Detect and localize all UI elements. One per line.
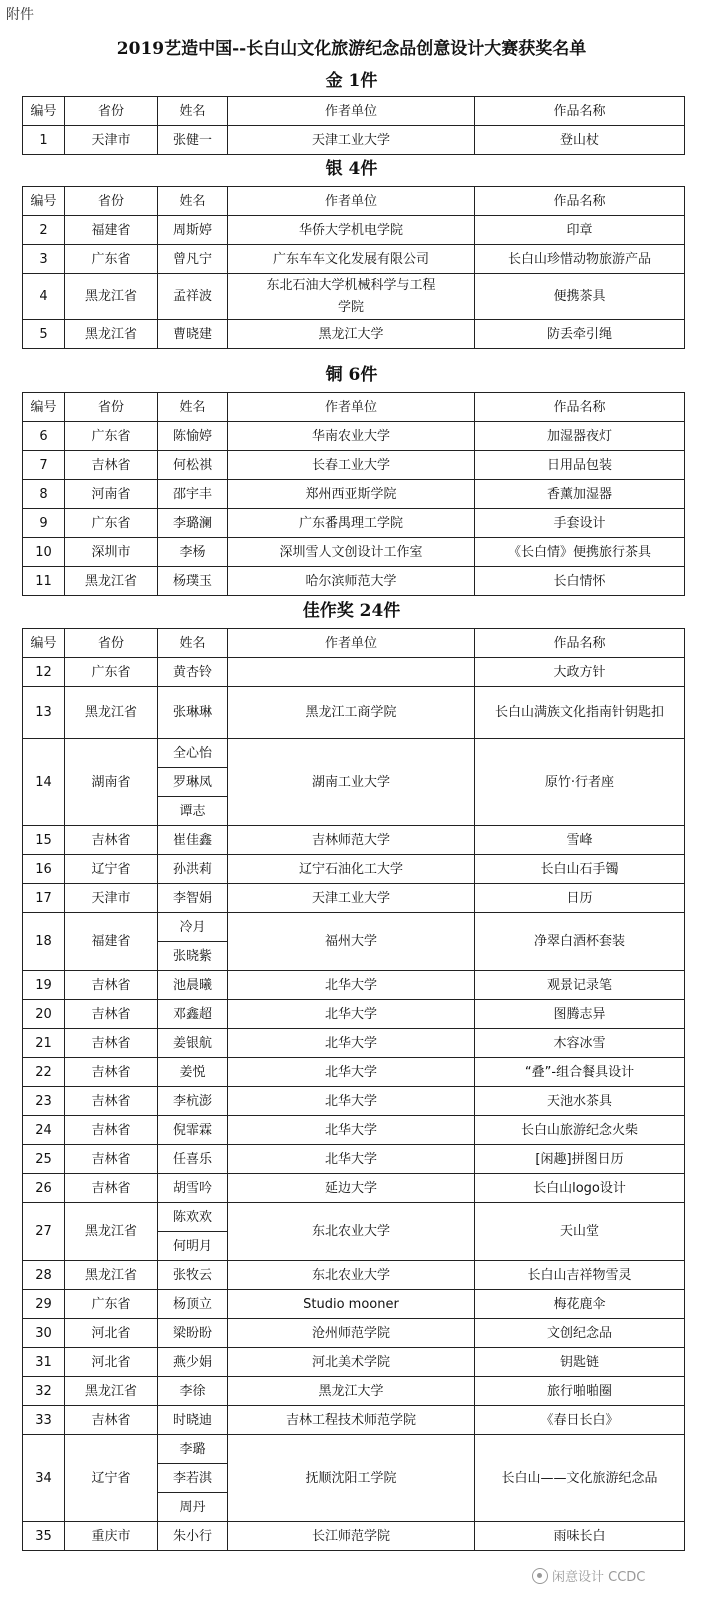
merit-table bbox=[22, 628, 685, 1551]
cell-no: 1 bbox=[23, 126, 65, 155]
header-cell: 省份 bbox=[65, 629, 158, 658]
gold-table bbox=[22, 96, 685, 155]
page-title: 2019艺造中国--长白山文化旅游纪念品创意设计大赛获奖名单 bbox=[116, 39, 587, 59]
cell-name: 池晨曦 bbox=[158, 971, 228, 1000]
cell-work: 长白山——文化旅游纪念品 bbox=[475, 1435, 685, 1522]
cell-work: 天山堂 bbox=[475, 1203, 685, 1261]
cell-work: [闲趣]拼图日历 bbox=[475, 1145, 685, 1174]
cell-name: 谭志 bbox=[158, 797, 228, 826]
cell-name: 邓鑫超 bbox=[158, 1000, 228, 1029]
cell-no: 21 bbox=[23, 1029, 65, 1058]
cell-no: 24 bbox=[23, 1116, 65, 1145]
cell-unit: 黑龙江工商学院 bbox=[228, 687, 475, 739]
header-cell: 姓名 bbox=[158, 393, 228, 422]
cell-work: 长白情怀 bbox=[475, 567, 685, 596]
cell-unit: 东北农业大学 bbox=[228, 1203, 475, 1261]
cell-work: 印章 bbox=[475, 216, 685, 245]
cell-province: 黑龙江省 bbox=[65, 1261, 158, 1290]
cell-unit: 天津工业大学 bbox=[228, 884, 475, 913]
cell-work: 《春日长白》 bbox=[475, 1406, 685, 1435]
cell-work: 防丢牵引绳 bbox=[475, 320, 685, 349]
cell-no: 30 bbox=[23, 1319, 65, 1348]
header-cell: 姓名 bbox=[158, 187, 228, 216]
table-row bbox=[23, 451, 685, 480]
cell-name: 姜悦 bbox=[158, 1058, 228, 1087]
cell-name: 张牧云 bbox=[158, 1261, 228, 1290]
table-row bbox=[23, 826, 685, 855]
cell-no: 2 bbox=[23, 216, 65, 245]
cell-no: 15 bbox=[23, 826, 65, 855]
cell-unit: 哈尔滨师范大学 bbox=[228, 567, 475, 596]
cell-no: 10 bbox=[23, 538, 65, 567]
header-cell: 姓名 bbox=[158, 97, 228, 126]
cell-unit: 北华大学 bbox=[228, 971, 475, 1000]
cell-name: 李徐 bbox=[158, 1377, 228, 1406]
cell-work: 图腾志异 bbox=[475, 1000, 685, 1029]
cell-no: 34 bbox=[23, 1435, 65, 1522]
cell-no: 31 bbox=[23, 1348, 65, 1377]
table-row bbox=[23, 1058, 685, 1087]
cell-province: 吉林省 bbox=[65, 1058, 158, 1087]
cell-no: 17 bbox=[23, 884, 65, 913]
table-row bbox=[23, 1000, 685, 1029]
header-cell: 作品名称 bbox=[475, 393, 685, 422]
cell-no: 5 bbox=[23, 320, 65, 349]
header-cell: 作者单位 bbox=[228, 97, 475, 126]
cell-work: 加湿器夜灯 bbox=[475, 422, 685, 451]
cell-province: 吉林省 bbox=[65, 826, 158, 855]
header-cell: 姓名 bbox=[158, 629, 228, 658]
cell-name: 李杭澎 bbox=[158, 1087, 228, 1116]
header-cell: 编号 bbox=[23, 187, 65, 216]
cell-unit: 广东番禺理工学院 bbox=[228, 509, 475, 538]
table-row bbox=[23, 687, 685, 739]
cell-unit: 湖南工业大学 bbox=[228, 739, 475, 826]
cell-unit: 抚顺沈阳工学院 bbox=[228, 1435, 475, 1522]
cell-unit: 广东车车文化发展有限公司 bbox=[228, 245, 475, 274]
cell-unit: 北华大学 bbox=[228, 1058, 475, 1087]
cell-no: 29 bbox=[23, 1290, 65, 1319]
table-row bbox=[23, 216, 685, 245]
table-row bbox=[23, 739, 685, 768]
cell-province: 黑龙江省 bbox=[65, 1377, 158, 1406]
cell-name: 孟祥波 bbox=[158, 274, 228, 320]
cell-province: 黑龙江省 bbox=[65, 320, 158, 349]
table-header-row bbox=[23, 629, 685, 658]
cell-no: 11 bbox=[23, 567, 65, 596]
cell-unit: 北华大学 bbox=[228, 1000, 475, 1029]
table-row bbox=[23, 1348, 685, 1377]
cell-work: 长白山旅游纪念火柴 bbox=[475, 1116, 685, 1145]
cell-province: 黑龙江省 bbox=[65, 274, 158, 320]
table-row bbox=[23, 509, 685, 538]
cell-unit: 河北美术学院 bbox=[228, 1348, 475, 1377]
cell-work: 日历 bbox=[475, 884, 685, 913]
cell-unit: 北华大学 bbox=[228, 1116, 475, 1145]
cell-province: 河南省 bbox=[65, 480, 158, 509]
cell-name: 时晓迪 bbox=[158, 1406, 228, 1435]
cell-name: 张晓紫 bbox=[158, 942, 228, 971]
section-gold-heading: 金 1件 bbox=[325, 71, 378, 91]
cell-province: 吉林省 bbox=[65, 1000, 158, 1029]
cell-name: 邵宇丰 bbox=[158, 480, 228, 509]
cell-name: 周丹 bbox=[158, 1493, 228, 1522]
cell-name: 姜银航 bbox=[158, 1029, 228, 1058]
table-row bbox=[23, 1145, 685, 1174]
cell-name: 何松祺 bbox=[158, 451, 228, 480]
table-row bbox=[23, 1406, 685, 1435]
cell-no: 6 bbox=[23, 422, 65, 451]
table-row bbox=[23, 1087, 685, 1116]
cell-province: 福建省 bbox=[65, 913, 158, 971]
cell-name: 李若淇 bbox=[158, 1464, 228, 1493]
cell-no: 25 bbox=[23, 1145, 65, 1174]
cell-no: 18 bbox=[23, 913, 65, 971]
cell-no: 33 bbox=[23, 1406, 65, 1435]
table-row bbox=[23, 913, 685, 942]
cell-province: 广东省 bbox=[65, 1290, 158, 1319]
table-row bbox=[23, 971, 685, 1000]
cell-name: 陈欢欢 bbox=[158, 1203, 228, 1232]
cell-work: 便携茶具 bbox=[475, 274, 685, 320]
cell-province: 湖南省 bbox=[65, 739, 158, 826]
cell-unit: 郑州西亚斯学院 bbox=[228, 480, 475, 509]
cell-no: 22 bbox=[23, 1058, 65, 1087]
cell-name: 朱小行 bbox=[158, 1522, 228, 1551]
cell-name: 曹晓建 bbox=[158, 320, 228, 349]
cell-name: 冷月 bbox=[158, 913, 228, 942]
cell-unit: 天津工业大学 bbox=[228, 126, 475, 155]
table-row bbox=[23, 274, 685, 320]
cell-no: 7 bbox=[23, 451, 65, 480]
cell-unit bbox=[228, 658, 475, 687]
cell-province: 天津市 bbox=[65, 884, 158, 913]
header-cell: 编号 bbox=[23, 629, 65, 658]
cell-province: 河北省 bbox=[65, 1348, 158, 1377]
cell-name: 胡雪吟 bbox=[158, 1174, 228, 1203]
cell-unit: 华南农业大学 bbox=[228, 422, 475, 451]
cell-unit: 辽宁石油化工大学 bbox=[228, 855, 475, 884]
cell-name: 李璐 bbox=[158, 1435, 228, 1464]
cell-unit: 沧州师范学院 bbox=[228, 1319, 475, 1348]
cell-province: 吉林省 bbox=[65, 971, 158, 1000]
table-row bbox=[23, 1116, 685, 1145]
cell-name: 曾凡宁 bbox=[158, 245, 228, 274]
cell-unit: 东北石油大学机械科学与工程学院 bbox=[228, 274, 475, 320]
watermark bbox=[532, 1566, 645, 1585]
cell-no: 26 bbox=[23, 1174, 65, 1203]
table-row bbox=[23, 422, 685, 451]
cell-unit: 吉林工程技术师范学院 bbox=[228, 1406, 475, 1435]
section-silver-heading: 银 4件 bbox=[325, 159, 378, 179]
cell-name: 李璐澜 bbox=[158, 509, 228, 538]
cell-no: 20 bbox=[23, 1000, 65, 1029]
header-cell: 省份 bbox=[65, 393, 158, 422]
cell-no: 14 bbox=[23, 739, 65, 826]
cell-no: 19 bbox=[23, 971, 65, 1000]
table-row bbox=[23, 567, 685, 596]
header-cell: 作品名称 bbox=[475, 97, 685, 126]
cell-no: 13 bbox=[23, 687, 65, 739]
table-row bbox=[23, 1261, 685, 1290]
cell-unit: 吉林师范大学 bbox=[228, 826, 475, 855]
section-merit-heading: 佳作奖 24件 bbox=[302, 601, 401, 621]
table-row bbox=[23, 1174, 685, 1203]
table-row bbox=[23, 538, 685, 567]
cell-province: 黑龙江省 bbox=[65, 567, 158, 596]
cell-province: 吉林省 bbox=[65, 1406, 158, 1435]
cell-work: 长白山珍惜动物旅游产品 bbox=[475, 245, 685, 274]
cell-unit: 黑龙江大学 bbox=[228, 1377, 475, 1406]
header-cell: 作品名称 bbox=[475, 629, 685, 658]
cell-name: 陈愉婷 bbox=[158, 422, 228, 451]
cell-work: 登山杖 bbox=[475, 126, 685, 155]
table-row bbox=[23, 1029, 685, 1058]
cell-work: 《长白情》便携旅行茶具 bbox=[475, 538, 685, 567]
cell-province: 吉林省 bbox=[65, 1145, 158, 1174]
cell-work: 观景记录笔 bbox=[475, 971, 685, 1000]
cell-province: 辽宁省 bbox=[65, 1435, 158, 1522]
cell-unit: 黑龙江大学 bbox=[228, 320, 475, 349]
table-row bbox=[23, 855, 685, 884]
cell-work: 净翠白酒杯套装 bbox=[475, 913, 685, 971]
cell-province: 吉林省 bbox=[65, 451, 158, 480]
cell-province: 吉林省 bbox=[65, 1174, 158, 1203]
cell-no: 28 bbox=[23, 1261, 65, 1290]
table-row bbox=[23, 245, 685, 274]
cell-name: 梁盼盼 bbox=[158, 1319, 228, 1348]
cell-name: 任喜乐 bbox=[158, 1145, 228, 1174]
cell-no: 27 bbox=[23, 1203, 65, 1261]
header-cell: 省份 bbox=[65, 187, 158, 216]
cell-name: 李智娟 bbox=[158, 884, 228, 913]
table-row bbox=[23, 1290, 685, 1319]
section-bronze-heading: 铜 6件 bbox=[325, 365, 378, 385]
header-cell: 作者单位 bbox=[228, 393, 475, 422]
table-row bbox=[23, 1377, 685, 1406]
cell-name: 杨顶立 bbox=[158, 1290, 228, 1319]
table-row bbox=[23, 1319, 685, 1348]
cell-unit: 北华大学 bbox=[228, 1087, 475, 1116]
cell-name: 张琳琳 bbox=[158, 687, 228, 739]
header-cell: 作品名称 bbox=[475, 187, 685, 216]
cell-unit: 深圳雪人文创设计工作室 bbox=[228, 538, 475, 567]
cell-no: 3 bbox=[23, 245, 65, 274]
header-cell: 编号 bbox=[23, 393, 65, 422]
cell-province: 黑龙江省 bbox=[65, 1203, 158, 1261]
wechat-logo-icon bbox=[532, 1568, 548, 1584]
cell-no: 4 bbox=[23, 274, 65, 320]
cell-unit: 延边大学 bbox=[228, 1174, 475, 1203]
cell-province: 广东省 bbox=[65, 509, 158, 538]
cell-work: 手套设计 bbox=[475, 509, 685, 538]
header-cell: 省份 bbox=[65, 97, 158, 126]
table-header-row bbox=[23, 97, 685, 126]
cell-work: 日用品包装 bbox=[475, 451, 685, 480]
cell-work: 木容冰雪 bbox=[475, 1029, 685, 1058]
cell-unit: 北华大学 bbox=[228, 1029, 475, 1058]
cell-no: 12 bbox=[23, 658, 65, 687]
cell-name: 何明月 bbox=[158, 1232, 228, 1261]
cell-province: 广东省 bbox=[65, 658, 158, 687]
cell-province: 吉林省 bbox=[65, 1029, 158, 1058]
cell-name: 孙洪莉 bbox=[158, 855, 228, 884]
cell-work: 香薰加湿器 bbox=[475, 480, 685, 509]
cell-no: 16 bbox=[23, 855, 65, 884]
silver-table bbox=[22, 186, 685, 349]
cell-unit: 长春工业大学 bbox=[228, 451, 475, 480]
cell-unit: 北华大学 bbox=[228, 1145, 475, 1174]
table-header-row bbox=[23, 187, 685, 216]
table-row bbox=[23, 884, 685, 913]
cell-province: 深圳市 bbox=[65, 538, 158, 567]
cell-name: 崔佳鑫 bbox=[158, 826, 228, 855]
table-row bbox=[23, 658, 685, 687]
cell-name: 周斯婷 bbox=[158, 216, 228, 245]
cell-work: 文创纪念品 bbox=[475, 1319, 685, 1348]
table-row bbox=[23, 320, 685, 349]
cell-unit: 福州大学 bbox=[228, 913, 475, 971]
cell-work: 大政方针 bbox=[475, 658, 685, 687]
table-row bbox=[23, 126, 685, 155]
cell-province: 天津市 bbox=[65, 126, 158, 155]
header-cell: 作者单位 bbox=[228, 629, 475, 658]
cell-work: 梅花鹿伞 bbox=[475, 1290, 685, 1319]
cell-province: 河北省 bbox=[65, 1319, 158, 1348]
cell-name: 燕少娟 bbox=[158, 1348, 228, 1377]
cell-work: 雨味长白 bbox=[475, 1522, 685, 1551]
cell-province: 吉林省 bbox=[65, 1087, 158, 1116]
cell-work: 长白山logo设计 bbox=[475, 1174, 685, 1203]
cell-province: 广东省 bbox=[65, 245, 158, 274]
table-header-row bbox=[23, 393, 685, 422]
cell-no: 8 bbox=[23, 480, 65, 509]
cell-work: “叠”-组合餐具设计 bbox=[475, 1058, 685, 1087]
bronze-table bbox=[22, 392, 685, 596]
cell-name: 黄杏铃 bbox=[158, 658, 228, 687]
cell-province: 福建省 bbox=[65, 216, 158, 245]
cell-work: 长白山吉祥物雪灵 bbox=[475, 1261, 685, 1290]
table-row bbox=[23, 1522, 685, 1551]
table-row bbox=[23, 1435, 685, 1464]
cell-no: 32 bbox=[23, 1377, 65, 1406]
header-cell: 作者单位 bbox=[228, 187, 475, 216]
cell-province: 吉林省 bbox=[65, 1116, 158, 1145]
cell-unit: 长江师范学院 bbox=[228, 1522, 475, 1551]
cell-no: 35 bbox=[23, 1522, 65, 1551]
cell-name: 倪霏霖 bbox=[158, 1116, 228, 1145]
cell-name: 全心怡 bbox=[158, 739, 228, 768]
header-cell: 编号 bbox=[23, 97, 65, 126]
cell-unit: Studio mooner bbox=[228, 1290, 475, 1319]
cell-unit: 华侨大学机电学院 bbox=[228, 216, 475, 245]
cell-work: 长白山石手镯 bbox=[475, 855, 685, 884]
cell-name: 罗琳凤 bbox=[158, 768, 228, 797]
cell-work: 雪峰 bbox=[475, 826, 685, 855]
cell-work: 旅行啪啪圈 bbox=[475, 1377, 685, 1406]
cell-no: 23 bbox=[23, 1087, 65, 1116]
cell-work: 钥匙链 bbox=[475, 1348, 685, 1377]
cell-work: 长白山满族文化指南针钥匙扣 bbox=[475, 687, 685, 739]
cell-name: 杨璞玉 bbox=[158, 567, 228, 596]
cell-no: 9 bbox=[23, 509, 65, 538]
cell-province: 重庆市 bbox=[65, 1522, 158, 1551]
table-row bbox=[23, 1203, 685, 1232]
cell-unit: 东北农业大学 bbox=[228, 1261, 475, 1290]
cell-name: 李杨 bbox=[158, 538, 228, 567]
table-row bbox=[23, 480, 685, 509]
cell-province: 辽宁省 bbox=[65, 855, 158, 884]
cell-name: 张健一 bbox=[158, 126, 228, 155]
cell-province: 广东省 bbox=[65, 422, 158, 451]
cell-work: 原竹·行者座 bbox=[475, 739, 685, 826]
cell-work: 天池水茶具 bbox=[475, 1087, 685, 1116]
cell-province: 黑龙江省 bbox=[65, 687, 158, 739]
watermark-text: 闲意设计 CCDC bbox=[552, 1570, 646, 1585]
attachment-label: 附件 bbox=[6, 7, 34, 23]
